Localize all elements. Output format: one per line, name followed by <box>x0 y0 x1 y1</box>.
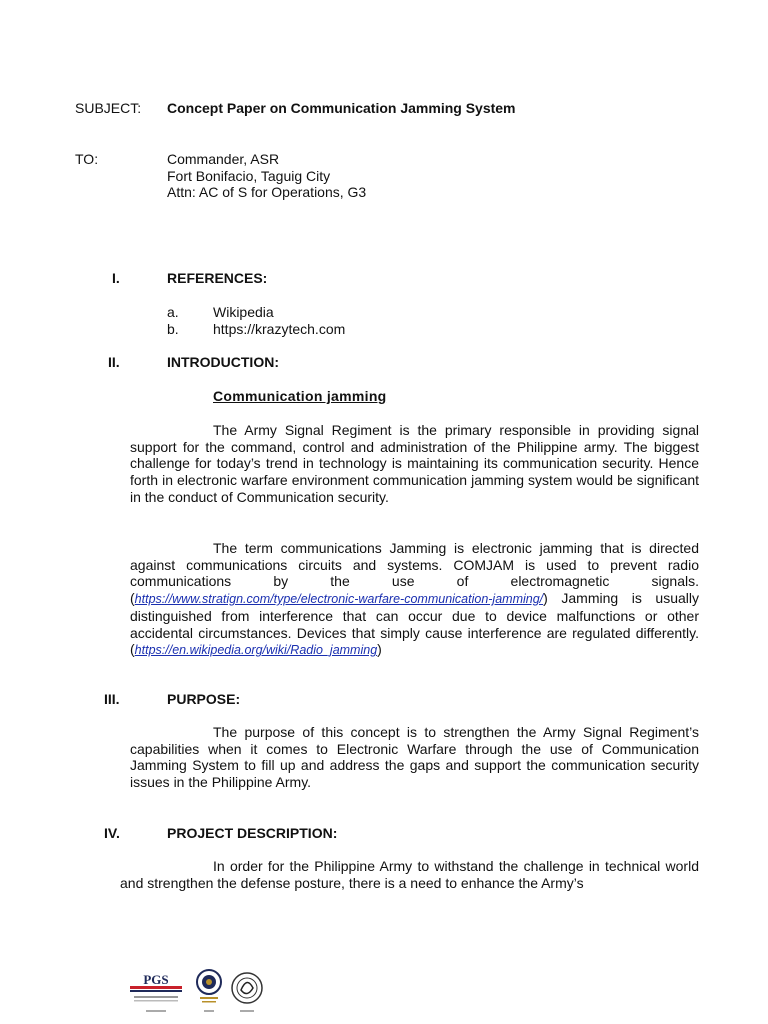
pgs-logo-text: PGS <box>143 972 169 987</box>
to-line: Commander, ASR <box>167 151 280 167</box>
section-number: II. <box>108 354 120 370</box>
section-title: REFERENCES: <box>167 270 268 286</box>
to-label: TO: <box>75 151 99 167</box>
section-title: PROJECT DESCRIPTION: <box>167 825 338 841</box>
subject-label: SUBJECT: <box>75 100 142 116</box>
footer-logos <box>130 968 270 1018</box>
to-line: Attn: AC of S for Operations, G3 <box>167 184 367 201</box>
paragraph <box>130 540 699 659</box>
paragraph: In order for the Philippine Army to withstand the challenge in technical world and strengthen the defense posture, there is a need to enhance the Army’s <box>120 858 699 891</box>
section-title: PURPOSE: <box>167 691 241 707</box>
paragraph: The purpose of this concept is to strengthen the Army Signal Regiment’s capabilities when it comes to Electronic Warfare through the use of Communication Jamming System to fill up and address the gaps and support the communication security issues in the Philippine Army. <box>130 724 699 791</box>
subject-text: Concept Paper on Communication Jamming System <box>167 100 516 116</box>
section-subtitle: Communication jamming <box>213 388 387 404</box>
reference-letter: a. <box>167 304 179 320</box>
paragraph-text: ) <box>377 641 382 658</box>
badge-logo <box>232 973 262 1012</box>
section-number: I. <box>112 270 120 286</box>
reference-item: https://krazytech.com <box>213 321 346 337</box>
certification-logos <box>130 968 270 1018</box>
pgs-logo <box>130 972 182 1012</box>
reference-letter: b. <box>167 321 179 337</box>
to-line: Fort Bonifacio, Taguig City <box>167 167 331 184</box>
section-title: INTRODUCTION: <box>167 354 279 370</box>
section-number: IV. <box>104 825 120 841</box>
section-number: III. <box>104 691 120 707</box>
paragraph: The Army Signal Regiment is the primary responsible in providing signal support for the command, control and administration of the Philippine army. The biggest challenge for today’s trend in technology is maintaining its communication security. Hence forth in electronic warfare environment communication jamming system would be significant in the conduct of Communication security. <box>130 422 699 505</box>
reference-item: Wikipedia <box>213 304 274 320</box>
paragraph-text: The term communications Jamming is electronic jamming that is directed against communications circuits and systems. COMJAM is used to prevent radio communications by the use of electromagnetic signals. ( <box>130 540 699 607</box>
reference-link[interactable]: https://www.stratign.com/type/electronic-warfare-communication-jamming/ <box>134 592 544 607</box>
to-address <box>167 151 366 201</box>
seal-logo <box>197 970 221 1012</box>
reference-link[interactable]: https://en.wikipedia.org/wiki/Radio_jamming <box>134 643 378 658</box>
paragraph-text: ) Jamming is usually distinguished from interference that can occur due to device malfunctions or other accidental circumstances. Devices that simply cause interference are regulated differently. ( <box>130 590 699 658</box>
